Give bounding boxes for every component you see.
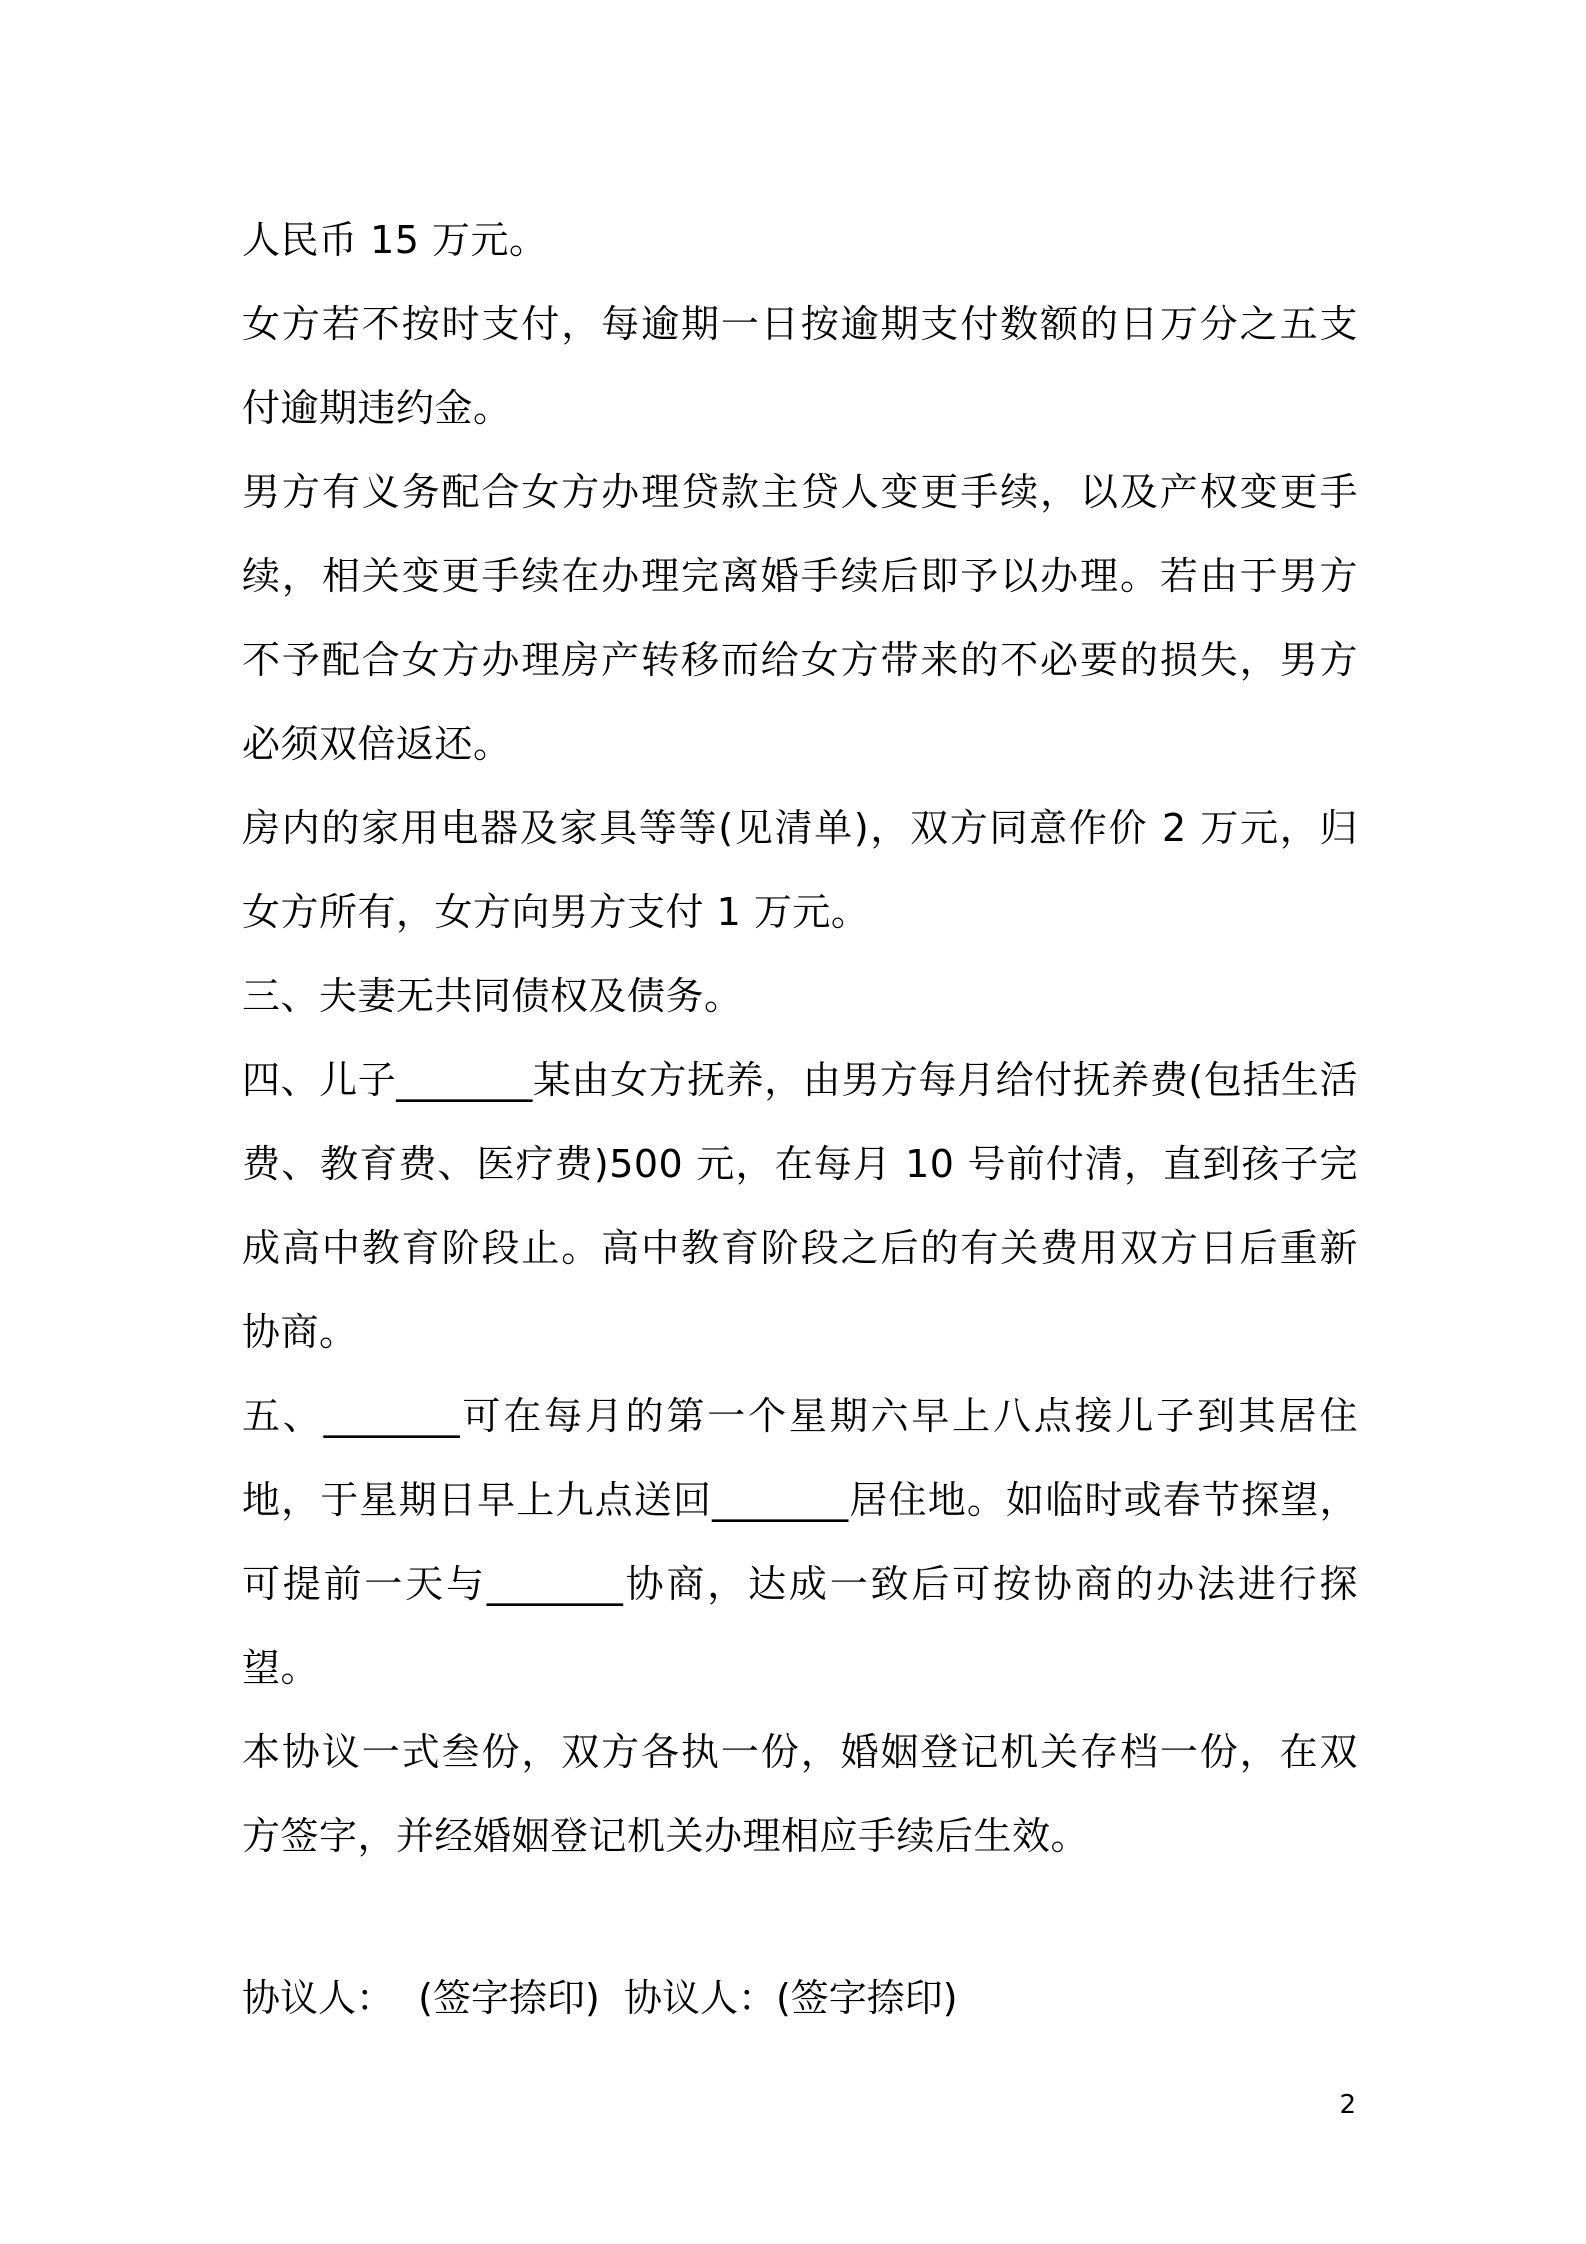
paragraph-clause-five: 五、_______可在每月的第一个星期六早上八点接儿子到其居住地，于星期日早上九点送回_______居住地。如临时或春节探望，可提前一天与_______协商，达成一致后可按协商的办法进行探望。 bbox=[242, 1394, 1358, 1690]
signature-line: 协议人： (签字捺印) 协议人：(签字捺印) bbox=[242, 1976, 958, 2020]
paragraph-loan-transfer: 男方有义务配合女方办理贷款主贷人变更手续，以及产权变更手续，相关变更手续在办理完离婚手续后即予以办理。若由于男方不予配合女方办理房产转移而给女方带来的不必要的损失，男方必须双倍返还。 bbox=[242, 470, 1358, 766]
page-number: 2 bbox=[1339, 2090, 1356, 2120]
paragraph-amount: 人民币 15 万元。 bbox=[242, 218, 548, 262]
paragraph-copies: 本协议一式叁份，双方各执一份，婚姻登记机关存档一份，在双方签字，并经婚姻登记机关办理相应手续后生效。 bbox=[242, 1730, 1358, 1858]
paragraph-late-penalty: 女方若不按时支付，每逾期一日按逾期支付数额的日万分之五支付逾期违约金。 bbox=[242, 302, 1358, 430]
paragraph-clause-four: 四、儿子_______某由女方抚养，由男方每月给付抚养费(包括生活费、教育费、医疗费)500 元，在每月 10 号前付清，直到孩子完成高中教育阶段止。高中教育阶段之后的有关费用双方日后重新协商。 bbox=[242, 1058, 1358, 1354]
paragraph-appliances: 房内的家用电器及家具等等(见清单)，双方同意作价 2 万元，归女方所有，女方向男方支付 1 万元。 bbox=[242, 806, 1358, 934]
paragraph-clause-three: 三、夫妻无共同债权及债务。 bbox=[242, 974, 743, 1018]
signature-spacer bbox=[242, 1878, 1358, 1956]
document-body bbox=[242, 198, 1358, 2040]
